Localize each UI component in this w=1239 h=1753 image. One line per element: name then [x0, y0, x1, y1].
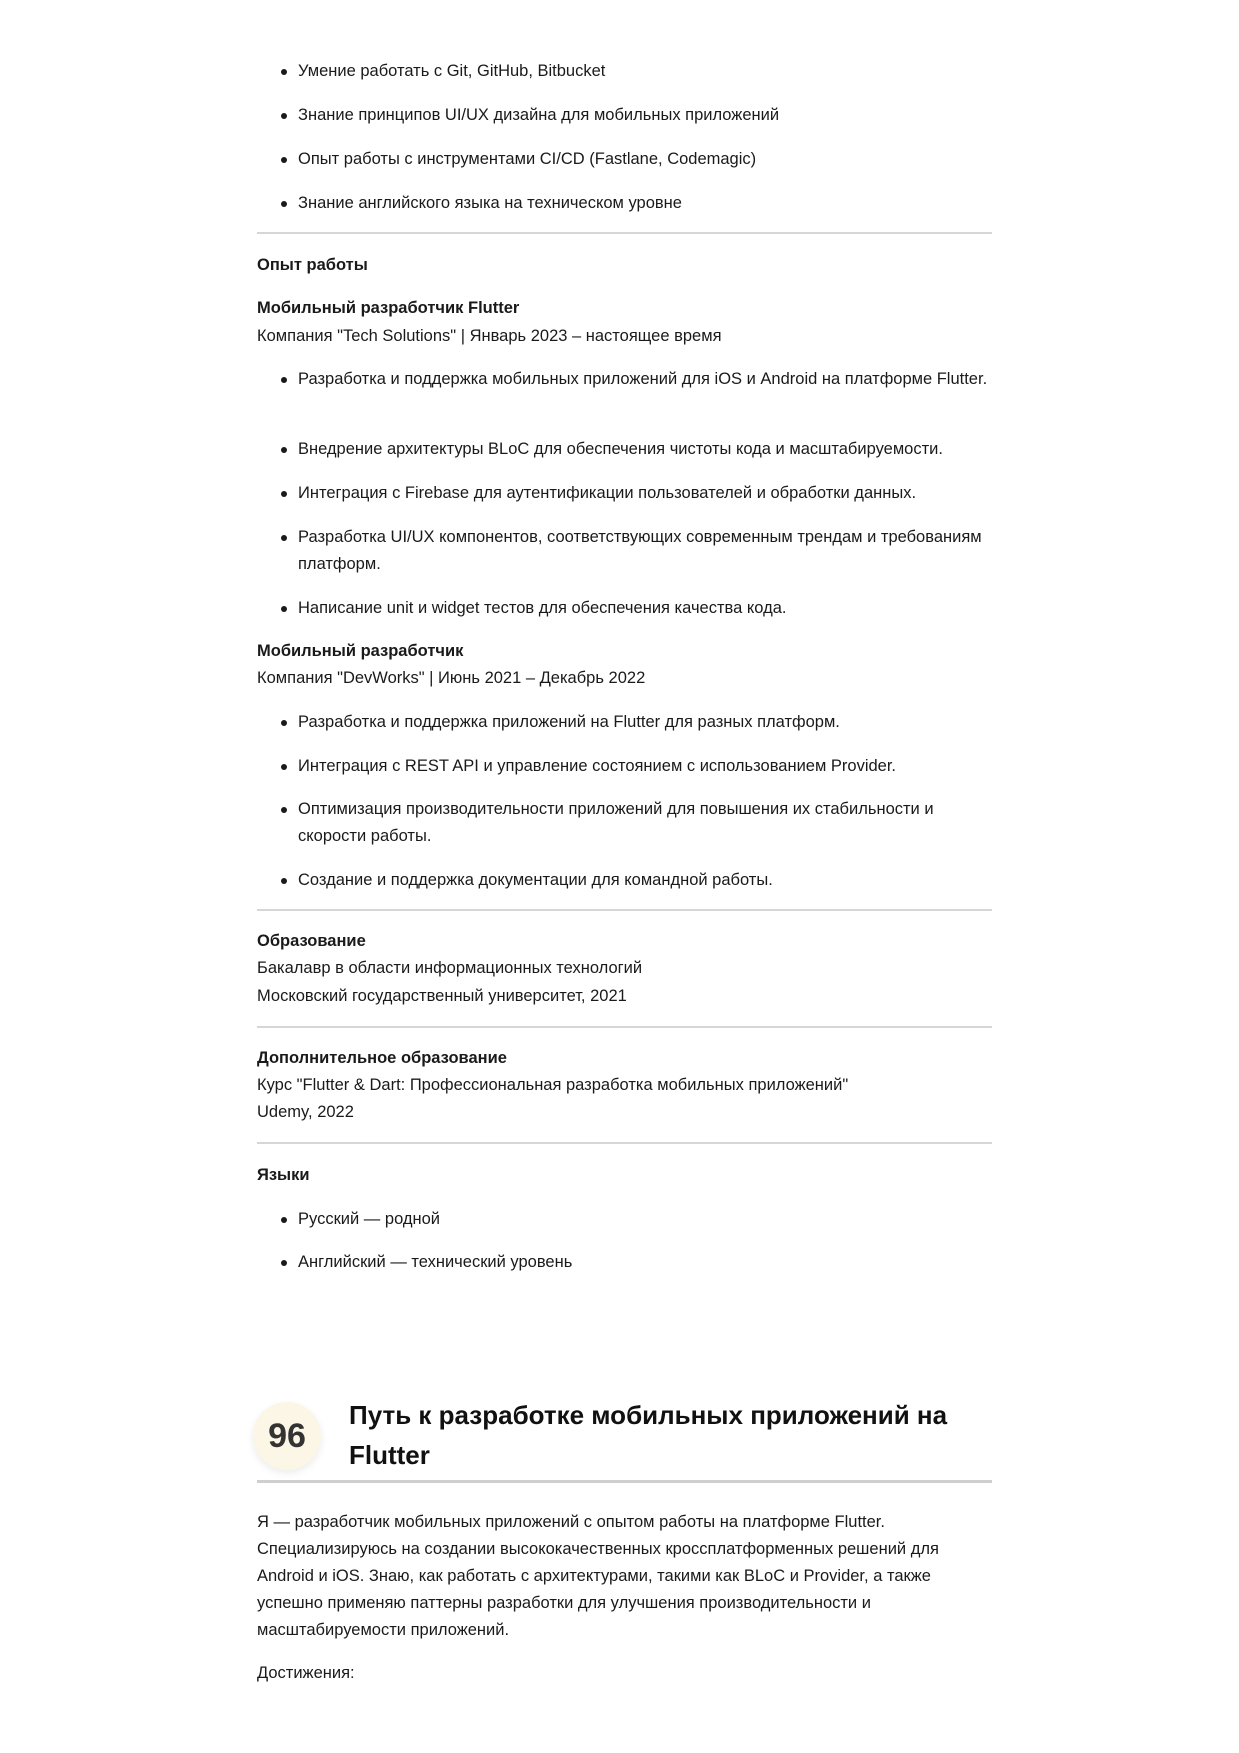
entry-title: Путь к разработке мобильных приложений на Flutter — [349, 1400, 948, 1470]
extra-education-provider: Udemy, 2022 — [257, 1103, 354, 1121]
education-degree: Бакалавр в области информационных технологий — [257, 959, 643, 977]
section-heading-extra-education: Дополнительное образование — [257, 1049, 507, 1067]
job-title: Мобильный разработчик — [257, 642, 464, 660]
skill-item: Знание принципов UI/UX дизайна для мобильных приложений — [298, 102, 992, 129]
title-divider — [257, 1480, 992, 1483]
job-title: Мобильный разработчик Flutter — [257, 299, 520, 317]
language-item: Английский — технический уровень — [298, 1249, 992, 1276]
job-meta: Компания "DevWorks" | Июнь 2021 – Декабрь 2022 — [257, 669, 646, 687]
job-meta: Компания "Tech Solutions" | Январь 2023 – настоящее время — [257, 327, 722, 345]
education-university: Московский государственный университет, 2021 — [257, 987, 627, 1005]
skill-item: Умение работать с Git, GitHub, Bitbucket — [298, 58, 992, 85]
section-heading-experience: Опыт работы — [257, 256, 368, 274]
job-item: Интеграция с Firebase для аутентификации пользователей и обработки данных. — [298, 480, 992, 507]
job-item: Оптимизация производительности приложений для повышения их стабильности и скорости работы. — [298, 796, 992, 850]
job-item: Интеграция с REST API и управление состоянием с использованием Provider. — [298, 753, 992, 780]
job-item: Внедрение архитектуры BLoC для обеспечения чистоты кода и масштабируемости. — [298, 436, 992, 463]
skill-item: Знание английского языка на техническом уровне — [298, 190, 992, 217]
extra-education-course: Курс "Flutter & Dart: Профессиональная разработка мобильных приложений" — [257, 1076, 849, 1094]
section-heading-education: Образование — [257, 932, 366, 950]
divider — [257, 1026, 992, 1028]
language-item: Русский — родной — [298, 1206, 992, 1233]
job-item: Разработка и поддержка приложений на Flutter для разных платформ. — [298, 709, 992, 736]
entry-paragraph: Я — разработчик мобильных приложений с опытом работы на платформе Flutter. Специализируюсь на создании высококачественных кроссплатформенных решений для Android и iOS. Знаю, как работать с архитектурами, такими как BLoC и Provider, а также успешно применяю паттерны разработки для улучшения производительности и масштабируемости приложений. — [257, 1513, 939, 1639]
section-heading-languages: Языки — [257, 1166, 310, 1184]
skill-item: Опыт работы с инструментами CI/CD (Fastlane, Codemagic) — [298, 146, 992, 173]
divider — [257, 909, 992, 911]
job-item: Написание unit и widget тестов для обеспечения качества кода. — [298, 595, 992, 622]
job-item: Разработка UI/UX компонентов, соответствующих современным трендам и требованиям платформ. — [298, 524, 992, 578]
job-item: Создание и поддержка документации для командной работы. — [298, 867, 992, 894]
entry-number-badge: 96 — [253, 1402, 321, 1470]
job-item: Разработка и поддержка мобильных приложений для iOS и Android на платформе Flutter. — [298, 366, 992, 393]
divider — [257, 232, 992, 234]
divider — [257, 1142, 992, 1144]
achievements-label: Достижения: — [257, 1664, 355, 1682]
